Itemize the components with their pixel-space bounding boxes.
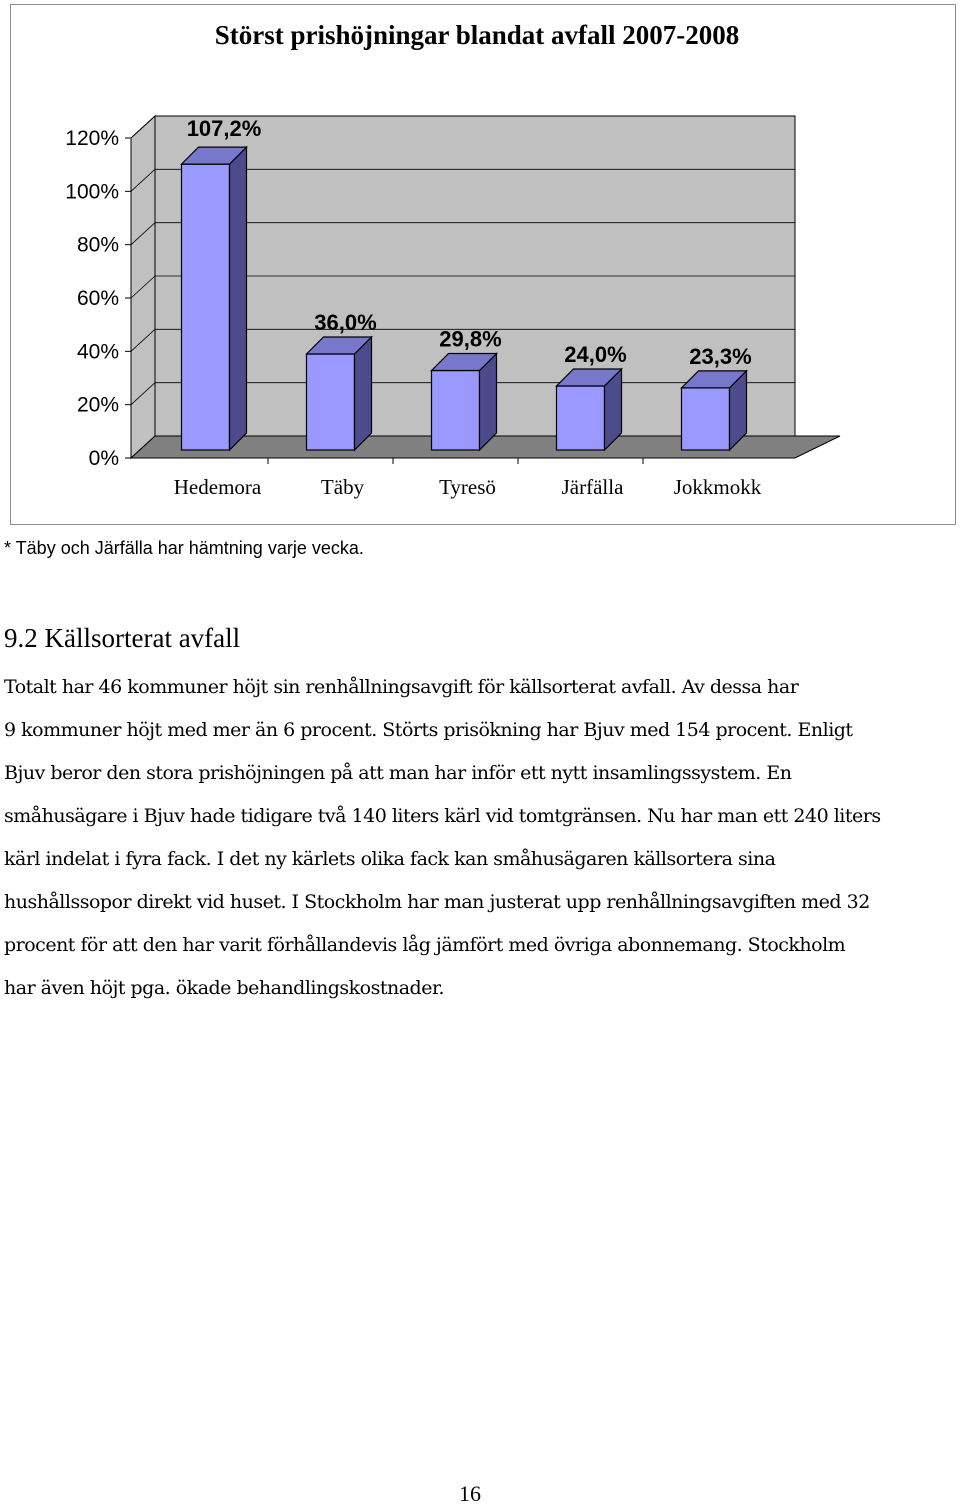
y-tick-label: 0% xyxy=(88,447,119,470)
bar-järfälla xyxy=(557,369,622,450)
data-label: 29,8% xyxy=(439,326,502,352)
paragraph-line: Bjuv beror den stora prishöjningen på att man har inför ett nytt insamlingssystem. En xyxy=(4,762,792,784)
page-number: 16 xyxy=(459,1481,481,1506)
bar-front xyxy=(557,386,605,450)
x-tick-label: Hedemora xyxy=(173,475,262,499)
bar-hedemora xyxy=(182,147,247,450)
y-tick-label: 120% xyxy=(65,127,119,150)
bar-front xyxy=(182,164,230,450)
x-tick-label: Täby xyxy=(320,475,365,499)
section-heading: 9.2 Källsorterat avfall xyxy=(4,623,241,653)
y-tick-label: 20% xyxy=(76,393,119,417)
paragraph-line: småhusägare i Bjuv hade tidigare två 140 liters kärl vid tomtgränsen. Nu har man ett 240 liters xyxy=(4,805,881,827)
bar-täby xyxy=(307,337,372,450)
x-tick-label: Tyresö xyxy=(439,475,496,499)
y-tick-label: 60% xyxy=(76,287,119,310)
data-label: 24,0% xyxy=(564,342,627,367)
paragraph-line: kärl indelat i fyra fack. I det ny kärlets olika fack kan småhusägaren källsortera sina xyxy=(4,848,776,870)
paragraph-line: 9 kommuner höjt med mer än 6 procent. Störts prisökning har Bjuv med 154 procent. Enligt xyxy=(4,719,853,741)
data-label: 23,3% xyxy=(689,343,752,369)
y-tick-label: 40% xyxy=(76,340,119,364)
bar-front xyxy=(307,354,355,450)
x-tick-label: Järfälla xyxy=(561,475,624,499)
bar-front xyxy=(432,371,480,450)
paragraph-line: hushållssopor direkt vid huset. I Stockholm har man justerat upp renhållningsavgiften med 32 xyxy=(4,891,870,913)
y-tick-label: 100% xyxy=(65,180,119,204)
y-tick-label: 80% xyxy=(76,233,119,257)
paragraph-line: har även höjt pga. ökade behandlingskostnader. xyxy=(4,977,444,999)
bar-jokkmokk xyxy=(682,371,747,450)
paragraph-line: Totalt har 46 kommuner höjt sin renhållningsavgift för källsorterat avfall. Av dessa har xyxy=(4,676,799,698)
x-tick-label: Jokkmokk xyxy=(673,475,762,499)
bar-tyresö xyxy=(432,354,497,450)
data-label: 107,2% xyxy=(186,116,262,141)
bar-front xyxy=(682,388,730,450)
bar-side xyxy=(355,337,372,450)
data-label: 36,0% xyxy=(314,310,377,335)
chart-title: Störst prishöjningar blandat avfall 2007-2008 xyxy=(214,20,740,50)
paragraph-line: procent för att den har varit förhållandevis låg jämfört med övriga abonnemang. Stockholm xyxy=(4,934,846,956)
chart-frame xyxy=(10,4,956,525)
body-paragraph xyxy=(4,666,949,1010)
bar-side xyxy=(230,147,247,450)
chart-footnote: * Täby och Järfälla har hämtning varje vecka. xyxy=(4,538,364,558)
bar-chart xyxy=(11,5,955,524)
